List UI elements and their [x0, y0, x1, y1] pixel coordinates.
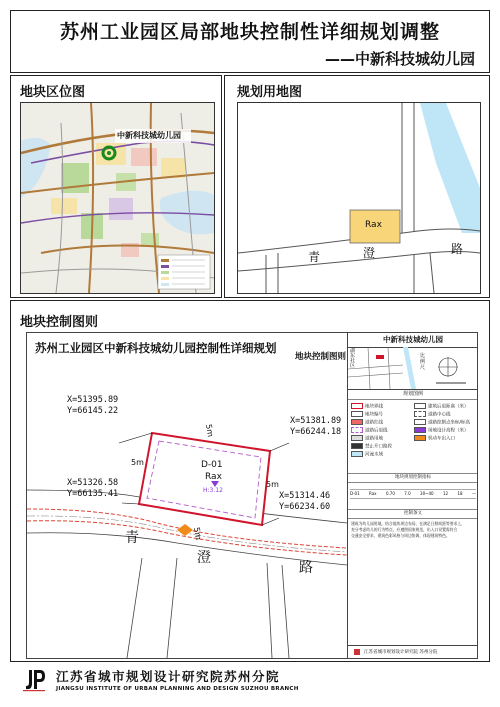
legend-title: 规划图例: [348, 390, 478, 400]
legend-item: 机动车出入口: [414, 435, 455, 442]
legend-item: 建筑后退距离（米）: [414, 403, 469, 410]
mini-logo-icon: [354, 649, 360, 655]
institute-logo-icon: [22, 668, 46, 692]
no-opening-swatch: [351, 443, 363, 449]
indicator-row: D-01 Rax 0.70 7.0 30~40 12 18 —: [350, 490, 476, 499]
control-point-swatch: [414, 419, 426, 425]
legend-item: 地块编号: [351, 411, 383, 418]
legend-panel-title: 中新科技城幼儿园: [348, 333, 478, 348]
coord-se-x: X=51314.46: [279, 491, 331, 501]
setback-label-west: 5m: [131, 458, 144, 467]
control-text-body: 建筑为幼儿园用地，结合地块周边布局，在满足日照间距等要求上， 充分考虑幼儿的行为特点，应遵照国家规范，出入口设置需符合 交通安全要求，建筑色彩风格与周边协调，体现建筑特色。: [351, 521, 465, 538]
control-map[interactable]: [26, 332, 478, 659]
legend-item: 道路用地: [351, 435, 383, 442]
coord-nw-x: X=51395.89: [67, 395, 119, 405]
center-line-swatch: [414, 411, 426, 417]
parcel-use: Rax: [205, 472, 222, 482]
legend-item: 地块界线: [351, 403, 383, 410]
coord-sw: [67, 478, 118, 500]
road-char-1: 青: [125, 530, 139, 546]
control-map-title: 地块控制图则: [20, 315, 99, 330]
control-map-inner-title: 苏州工业园区中新科技城幼儿园控制性详细规划: [35, 341, 277, 355]
planning-road-char-3: 路: [451, 242, 464, 256]
setback-label-north: 5m: [203, 423, 215, 438]
title-block: [10, 10, 490, 73]
control-map-panel: [10, 300, 490, 662]
inset-map: [348, 347, 478, 390]
road-char-3: 路: [299, 560, 313, 576]
coord-sw-x: X=51326.58: [67, 478, 119, 488]
legend-item: 道路红线: [351, 419, 383, 426]
parcel-code-swatch: [351, 411, 363, 417]
legend-institute-block: [348, 645, 478, 658]
planning-map-panel: [224, 75, 490, 298]
location-map[interactable]: [20, 102, 215, 294]
inset-district-label: 湖 东 社 区: [350, 348, 356, 369]
indicator-title: 地块规划控制指标: [348, 473, 478, 483]
legend-item: 禁止开口路段: [351, 443, 392, 450]
height-label: H:3.12: [203, 487, 223, 494]
legend-institute-name: 江苏省城市规划设计研究院 苏州分院: [364, 650, 438, 655]
planning-map[interactable]: [237, 102, 481, 294]
setback-label-east: 5m: [266, 480, 279, 489]
coord-sw-y: Y=66135.41: [67, 489, 119, 499]
inset-map-drawing: [348, 347, 478, 389]
control-text-title: 控制条文: [348, 509, 478, 519]
page-title: 苏州工业园区局部地块控制性详细规划调整: [59, 21, 440, 43]
page-subtitle: ——中新科技城幼儿园: [324, 50, 475, 68]
legend-item: 道路控制点坐标/标高: [414, 419, 470, 426]
red-line-swatch: [351, 419, 363, 425]
coord-ne-x: X=51381.89: [290, 416, 342, 426]
legend-item: 道路中心线: [414, 411, 451, 418]
parcel-code: D-01: [201, 460, 223, 470]
legend-panel: [347, 333, 478, 658]
road-char-2: 澄: [197, 550, 211, 566]
footer-institute-name-en: JIANGSU INSTITUTE OF URBAN PLANNING AND DESIGN SUZHOU BRANCH: [56, 686, 299, 692]
planning-parcel-label: Rax: [365, 220, 382, 230]
location-map-panel: [10, 75, 222, 298]
parcel-boundary-swatch: [351, 403, 363, 409]
vehicle-entrance-swatch: [414, 435, 426, 441]
coord-se-y: Y=66234.60: [279, 502, 331, 512]
road-land-swatch: [351, 435, 363, 441]
planning-map-title: 规划用地图: [237, 85, 303, 100]
coord-se: [279, 491, 330, 513]
site-label: 中新科技城幼儿园: [117, 131, 181, 140]
river-swatch: [351, 451, 363, 457]
coord-ne-y: Y=66244.18: [290, 427, 342, 437]
planning-road-char-2: 澄: [363, 246, 376, 260]
legend-item: 河流水域: [351, 451, 383, 458]
footer-institute-name: 江苏省城市规划设计研究院苏州分院: [56, 669, 281, 684]
indicator-header-row: [350, 483, 476, 490]
footer: [10, 664, 490, 700]
location-map-title: 地块区位图: [20, 85, 86, 100]
scale-label: 比 例 尺: [420, 353, 426, 371]
legend-item: 道路后退线: [351, 427, 388, 434]
setback-swatch: [351, 427, 363, 433]
coord-ne: [290, 416, 341, 438]
planning-road-char-1: 青: [308, 250, 321, 264]
coord-nw: [67, 395, 118, 417]
elevation-swatch: [414, 427, 426, 433]
setback-label-south: 5m: [191, 526, 203, 541]
coord-nw-y: Y=66145.22: [67, 406, 119, 416]
building-setback-swatch: [414, 403, 426, 409]
planning-map-drawing: [238, 103, 480, 293]
control-map-tag: 地块控制图则: [295, 352, 347, 362]
legend-item: 场地设计高程（米）: [414, 427, 469, 434]
